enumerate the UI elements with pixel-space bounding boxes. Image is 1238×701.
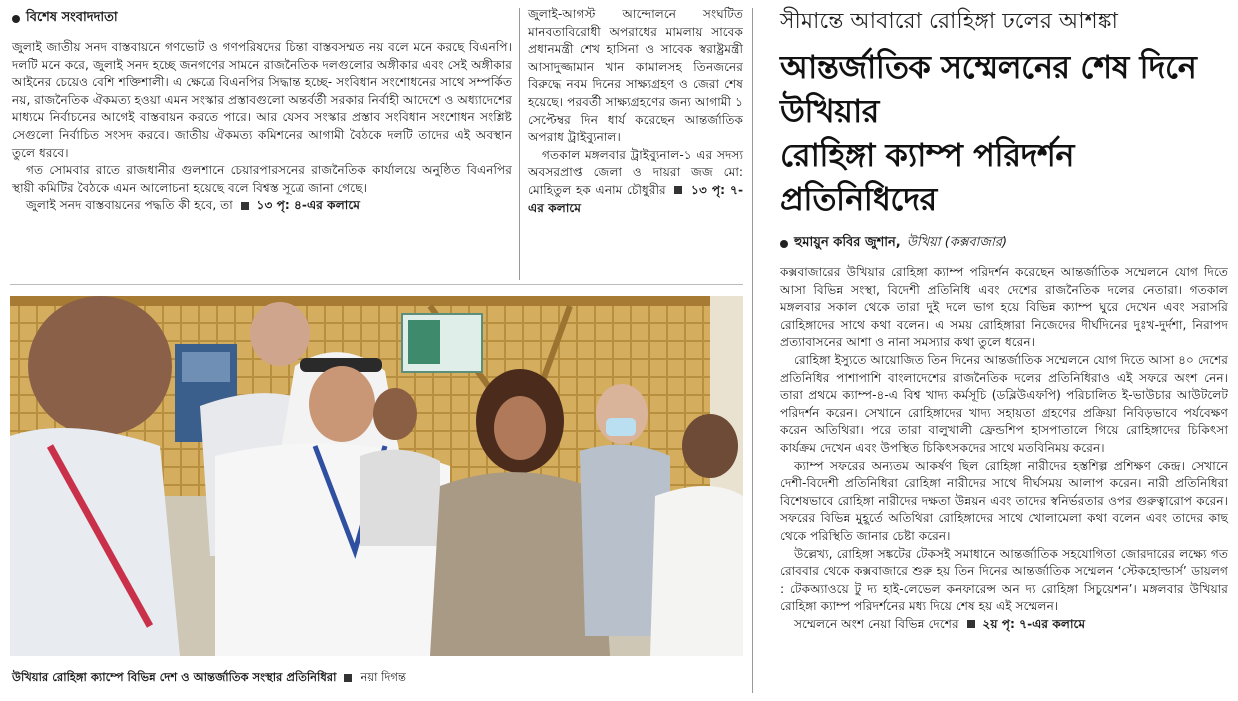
paragraph: জুলাই-আগস্ট আন্দোলনে সংঘটিত মানবতাবিরোধী অপরাধের মামলায় সাবেক প্রধানমন্ত্রী শেখ হাসিনা ও সাবেক স্বরাষ্ট্রমন্ত্রী আসাদুজ্জামান খান কামালসহ তিনজনের বিরুদ্ধে নবম দিনের সাক্ষ্যগ্রহণ ও জেরা শেষ হয়েছে। পরবর্তী সাক্ষ্যগ্রহণের জন্য আগামী ১ সেপ্টেম্বর দিন ধার্য করেছেন আন্তর্জাতিক অপরাধ ট্রাইব্যুনাল। xyxy=(528,7,743,145)
column-rule xyxy=(519,8,520,280)
bullet-icon xyxy=(780,240,788,248)
continuation-ref: ১৩ পৃ: ৪-এর কলামে xyxy=(256,198,360,213)
story-kicker: সীমান্তে আবারো রোহিঙ্গা ঢলের আশঙ্কা xyxy=(780,9,1118,34)
article-body xyxy=(780,264,1228,633)
paragraph: রোহিঙ্গা ইস্যুতে আয়োজিত তিন দিনের আন্তর্জাতিক সম্মেলনে যোগ দিতে আসা ৪০ দেশের প্রতিনিধির পাশাপাশি বাংলাদেশের রাজনৈতিক দলের প্রতিনিধিরাও এই সফরে অংশ নেন। তারা প্রথমে ক্যাম্প-৪-এ বিশ্ব খাদ্য কর্মসূচি (ডব্লিউএফপি) পরিচালিত ই-ভাউচার আউটলেট পরিদর্শন করেন। সেখানে রোহিঙ্গাদের খাদ্য সহায়তা গ্রহণের প্রক্রিয়া নিবিড়ভাবে পর্যবেক্ষণ করেন অতিথিরা। পরে তারা বালুখালী ফ্রেন্ডশিপ হাসপাতালে গিয়ে রোহিঙ্গাদের চিকিৎসা কার্যক্রম দেখেন এবং উপস্থিত চিকিৎসকদের সাথে মতবিনিময় করেন। xyxy=(780,352,1228,455)
byline-text: বিশেষ সংবাদদাতা xyxy=(26,10,118,25)
paragraph: কক্সবাজারের উখিয়ার রোহিঙ্গা ক্যাম্প পরিদর্শন করেছেন আন্তর্জাতিক সম্মেলনে যোগ দিতে আসা বিভিন্ন সংস্থা, বিদেশী প্রতিনিধি এবং দেশের রাজনৈতিক দলের নেতারা। গতকাল মঙ্গলবার সকাল থেকে তারা দুই দলে ভাগ হয়ে বিভিন্ন ক্যাম্প ঘুরে দেখেন এবং সরাসরি রোহিঙ্গাদের সাথে কথা বলেন। এ সময় রোহিঙ্গারা নিজেদের দীর্ঘদিনের দুঃখ-দুর্দশা, নিরাপদ প্রত্যাবাসনের আশা ও নানা সমস্যার কথা তুলে ধরেন। xyxy=(780,265,1228,350)
byline xyxy=(12,8,512,29)
right-article xyxy=(780,4,1228,633)
continuation-ref: ২য় পৃ: ৭-এর কলামে xyxy=(982,616,1086,631)
article-body xyxy=(12,39,512,215)
continuation-line xyxy=(528,147,743,217)
photo-caption xyxy=(12,669,742,688)
byline-place: উখিয়া (কক্সবাজার) xyxy=(906,235,1008,250)
square-bullet-icon xyxy=(344,674,352,682)
square-bullet-icon xyxy=(967,620,975,628)
byline-name: হুমায়ুন কবির জুশান, xyxy=(794,235,901,250)
headline-line: আন্তর্জাতিক সম্মেলনের শেষ দিনে উখিয়ার xyxy=(780,48,1197,130)
paragraph: গত সোমবার রাতে রাজধানীর গুলশানে চেয়ারপারসনের রাজনৈতিক কার্যালয়ে অনুষ্ঠিত বিএনপির স্থায়ী কমিটির বৈঠকে এমন আলোচনা হয়েছে বলে বিশ্বস্ত সূত্রে জানা গেছে। xyxy=(12,163,512,195)
article-body xyxy=(528,6,743,217)
story-headline xyxy=(780,45,1228,221)
bullet-icon xyxy=(12,15,20,23)
left-article xyxy=(12,8,512,215)
continuation-ref: ১৩ পৃ: ৭-এর কলামে xyxy=(528,182,744,215)
square-bullet-icon xyxy=(674,186,682,194)
photo-credit: নয়া দিগন্ত xyxy=(360,670,406,684)
paragraph: সম্মেলনে অংশ নেয়া বিভিন্ন দেশের xyxy=(794,616,959,631)
paragraph: জুলাই জাতীয় সনদ বাস্তবায়নে গণভোট ও গণপরিষদের চিন্তা বাস্তবসম্মত নয় বলে মনে করছে বিএনপি। দলটি মনে করে, জুলাই সনদ হচ্ছে জনগণের সামনে রাজনৈতিক দলগুলোর অঙ্গীকার এবং সেই অঙ্গীকার আইনের চেয়েও বেশি শক্তিশালী। এ ক্ষেত্রে বিএনপির সিদ্ধান্ত হচ্ছে- সংবিধান সংশোধনের সাথে সম্পর্কিত নয়, রাজনৈতিক ঐকমত্য হওয়া এমন সংস্কার প্রস্তাবগুলো অন্তর্বর্তী সরকার নির্বাহী আদেশে ও অধ্যাদেশের মাধ্যমে নির্বাচনের আগেই বাস্তবায়ন করতে পারে। আর যেসব সংস্কার প্রস্তাব সংবিধান সংশোধন সংশ্লিষ্ট সেগুলো নির্বাচিত সংসদ করবে। জাতীয় ঐকমত্য কমিশনের আগামী বৈঠকে দলটি তাদের এই অবস্থান তুলে ধরবে। xyxy=(12,40,512,160)
photo-illustration xyxy=(10,296,743,656)
paragraph: গতকাল মঙ্গলবার ট্রাইব্যুনাল-১ এর সদস্য অবসরপ্রাপ্ত জেলা ও দায়রা জজ মো: মোহিতুল হক এনাম চৌধুরীর xyxy=(528,147,743,197)
column-rule xyxy=(752,8,753,693)
square-bullet-icon xyxy=(241,202,249,210)
news-photo xyxy=(10,296,743,656)
byline xyxy=(780,233,1228,254)
caption-text: উখিয়ার রোহিঙ্গা ক্যাম্পে বিভিন্ন দেশ ও আন্তর্জাতিক সংস্থার প্রতিনিধিরা xyxy=(12,670,337,684)
paragraph: উল্লেখ্য, রোহিঙ্গা সঙ্কটের টেকসই সমাধানে আন্তর্জাতিক সহযোগিতা জোরদারের লক্ষ্যে গত রোববার থেকে কক্সবাজারে শুরু হয় তিন দিনের আন্তর্জাতিক সম্মেলন ‘স্টেকহোল্ডার্স’ ডায়লগ : টেকঅ্যাওয়ে টু দ্য হাই-লেভেল কনফারেন্স অন দ্য রোহিঙ্গা সিচুয়েশন’। মঙ্গলবার উখিয়ার রোহিঙ্গা ক্যাম্প পরিদর্শনের মধ্য দিয়ে শেষ হয় এই সম্মেলন। xyxy=(780,546,1228,614)
middle-article xyxy=(528,6,743,217)
paragraph: জুলাই সনদ বাস্তবায়নের পদ্ধতি কী হবে, তা xyxy=(26,198,233,213)
continuation-line xyxy=(780,616,1228,634)
continuation-line xyxy=(12,197,512,215)
paragraph: ক্যাম্প সফরের অন্যতম আকর্ষণ ছিল রোহিঙ্গা নারীদের হস্তশিল্প প্রশিক্ষণ কেন্দ্র। সেখানে দেশী-বিদেশী প্রতিনিধিরা রোহিঙ্গা নারীদের সাথে দীর্ঘসময় আলাপ করেন। নারী প্রতিনিধিরা বিশেষভাবে রোহিঙ্গা নারীদের দক্ষতা উন্নয়ন এবং তাদের স্বনির্ভরতার ওপর গুরুত্বারোপ করেন। সফরের বিভিন্ন মুহূর্তে অতিথিরা রোহিঙ্গাদের সাথে খোলামেলা কথা বলেন এবং তাদের কাছ থেকে পরিস্থিতি জানার চেষ্টা করেন। xyxy=(780,458,1228,543)
headline-line: রোহিঙ্গা ক্যাম্প পরিদর্শন প্রতিনিধিদের xyxy=(780,136,1074,218)
section-rule xyxy=(10,284,743,285)
